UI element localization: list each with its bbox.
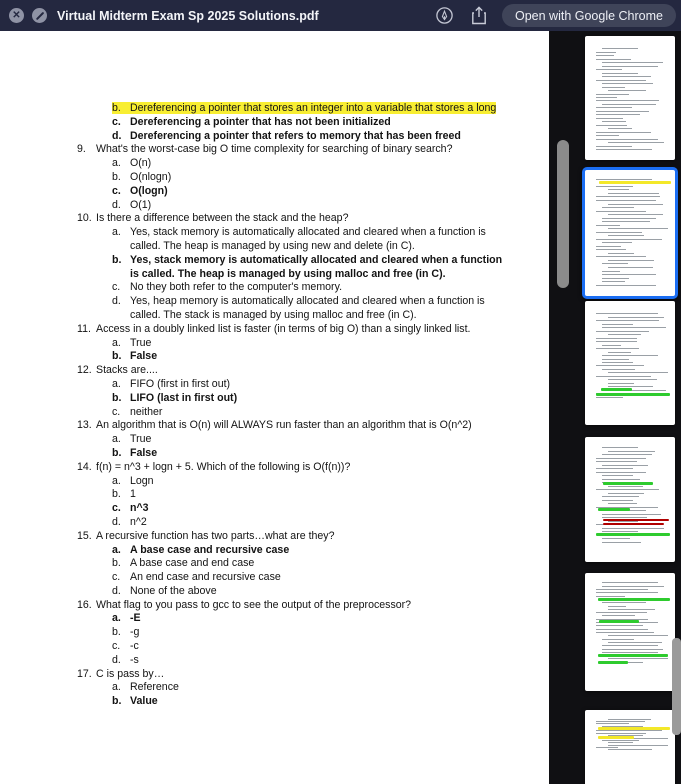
thumbnail-text-line (602, 362, 633, 363)
page-thumbnail-6[interactable] (585, 710, 675, 784)
thumbnail-text-line (602, 479, 640, 480)
thumbnail-text-line (608, 352, 630, 353)
exam-line: c. Dereferencing a pointer that has not been initialized (112, 115, 391, 128)
page-thumbnail-4[interactable] (585, 437, 675, 562)
thumbnail-text-line (596, 97, 617, 98)
sidebar-scrollbar-handle[interactable] (672, 638, 681, 735)
thumbnail-text-line (596, 246, 622, 247)
thumbnail-highlight (596, 393, 671, 396)
thumbnail-text-line (602, 121, 626, 122)
exam-line: is called. The heap is managed by using malloc and free (in C). (130, 267, 446, 280)
exam-line: d. -s (112, 653, 139, 666)
exam-line: 11. Access in a doubly linked list is faster (in terms of big O) than a singly linked list. (77, 322, 471, 335)
thumbnail-highlight (598, 598, 671, 601)
thumbnail-text-line (596, 107, 632, 108)
thumbnail-text-line (596, 472, 647, 473)
thumbnail-text-line (596, 211, 646, 212)
thumbnail-text-line (596, 139, 659, 140)
exam-line: b. False (112, 446, 158, 459)
thumbnail-text-line (602, 87, 625, 88)
thumbnail-highlight (598, 654, 668, 657)
thumbnail-text-line (602, 465, 648, 466)
exam-line: d. None of the above (112, 584, 217, 597)
thumbnail-sidebar (549, 31, 681, 784)
exam-line: b. 1 (112, 488, 136, 501)
thumbnail-text-line (608, 749, 652, 750)
thumbnail-text-line (608, 372, 667, 373)
thumbnail-text-line (596, 365, 644, 366)
exam-line: b. Yes, stack memory is automatically allocated and cleared when a function (112, 253, 503, 266)
thumbnail-text-line (596, 239, 662, 240)
thumbnail-text-line (596, 348, 639, 349)
thumbnail-text-line (596, 135, 619, 136)
pdf-page-view[interactable] (0, 31, 549, 784)
thumbnail-text-line (596, 397, 624, 398)
thumbnail-text-line (608, 745, 667, 746)
thumbnail-text-line (602, 278, 629, 279)
thumbnail-text-line (596, 612, 647, 613)
exam-line: b. Value (112, 695, 158, 708)
thumbnail-text-line (602, 528, 664, 529)
thumbnail-text-line (596, 55, 614, 56)
exam-line: c. O(logn) (112, 184, 168, 197)
thumbnail-highlight (599, 620, 639, 623)
thumbnail-text-line (602, 586, 664, 587)
thumbnail-highlight (603, 519, 669, 521)
thumbnail-text-line (596, 149, 653, 150)
thumbnail-text-line (602, 740, 639, 741)
page-thumbnail-5[interactable] (585, 573, 675, 691)
exam-line: 14. f(n) = n^3 + logn + 5. Which of the following is O(f(n))? (77, 460, 351, 473)
exam-line: a. True (112, 336, 152, 349)
thumbnail-text-line (596, 589, 648, 590)
thumbnail-text-line (608, 260, 653, 261)
thumbnail-text-line (602, 76, 650, 77)
thumbnail-text-line (596, 100, 659, 101)
thumbnail-text-line (602, 538, 630, 539)
thumbnail-highlight (601, 388, 632, 391)
thumbnail-highlight (598, 508, 630, 511)
exam-line: b. A base case and end case (112, 557, 255, 570)
slash-circle-icon[interactable] (32, 8, 47, 23)
thumbnail-text-line (596, 111, 649, 112)
thumbnail-text-line (602, 221, 650, 222)
thumbnail-text-line (602, 207, 634, 208)
thumbnail-text-line (602, 104, 656, 105)
thumbnail-text-line (602, 83, 652, 84)
exam-line: d. O(1) (112, 198, 152, 211)
exam-line: 9. What's the worst-case big O time complexity for searching of binary search? (77, 143, 453, 156)
exam-line: c. -c (112, 640, 139, 653)
thumbnail-text-line (608, 521, 637, 522)
thumbnail-text-line (602, 355, 658, 356)
thumbnail-text-line (596, 200, 656, 201)
exam-line: d. n^2 (112, 515, 147, 528)
exam-document (0, 31, 549, 709)
thumbnail-text-line (602, 517, 647, 518)
thumbnail-text-line (608, 128, 632, 129)
thumbnail-text-line (596, 341, 637, 342)
thumbnail-text-line (602, 542, 641, 543)
thumbnail-text-line (608, 451, 654, 452)
thumbnail-text-line (602, 649, 663, 650)
exam-line: b. -g (112, 626, 140, 639)
thumbnail-text-line (608, 383, 634, 384)
thumbnail-highlight (598, 661, 629, 664)
thumbnail-text-line (608, 658, 667, 659)
thumbnail-text-line (608, 253, 634, 254)
thumbnail-text-line (596, 52, 616, 53)
exam-line: called. The heap is managed by using new and delete (in C). (130, 239, 415, 252)
thumbnail-text-line (608, 609, 655, 610)
thumbnail-text-line (596, 118, 623, 119)
thumbnail-text-line (596, 186, 633, 187)
thumbnail-text-line (602, 582, 658, 583)
exam-line: b. LIFO (last in first out) (112, 391, 238, 404)
thumbnail-text-line (596, 461, 637, 462)
thumbnail-text-line (602, 454, 651, 455)
exam-line: a. Reference (112, 681, 179, 694)
thumbnail-text-line (602, 281, 624, 282)
thumbnail-text-line (608, 635, 667, 636)
thumbnail-text-line (608, 189, 629, 190)
exam-line: a. FIFO (first in first out) (112, 377, 231, 390)
thumbnail-text-line (596, 721, 645, 722)
exam-line: 12. Stacks are.... (77, 364, 158, 377)
thumbnail-text-line (602, 327, 666, 328)
thumbnail-text-line (608, 503, 637, 504)
thumbnail-text-line (596, 596, 626, 597)
thumbnail-text-line (608, 228, 667, 229)
exam-line: c. n^3 (112, 502, 149, 515)
thumbnail-text-line (602, 242, 632, 243)
exam-line: called. The stack is managed by using malloc and free (in C). (130, 308, 417, 321)
thumbnail-text-line (602, 652, 658, 653)
thumbnail-text-line (596, 489, 659, 490)
thumbnail-text-line (602, 602, 646, 603)
thumbnail-text-line (602, 639, 634, 640)
thumbnail-text-line (596, 80, 646, 81)
thumbnail-text-line (608, 606, 626, 607)
share-icon[interactable] (471, 6, 487, 25)
thumbnail-text-line (602, 447, 637, 448)
thumbnail-text-line (602, 359, 629, 360)
thumbnail-text-line (596, 146, 633, 147)
exam-line: c. neither (112, 405, 163, 418)
thumbnail-text-line (608, 386, 652, 387)
exam-line: a. Yes, stack memory is automatically allocated and cleared when a function is (112, 226, 486, 239)
page-thumbnail-1[interactable] (585, 36, 675, 160)
thumbnail-text-line (602, 615, 635, 616)
thumbnail-text-line (608, 493, 644, 494)
thumbnail-text-line (602, 345, 620, 346)
thumbnail-text-line (596, 249, 627, 250)
thumbnail-text-line (608, 317, 663, 318)
thumbnail-text-line (602, 48, 638, 49)
thumbnail-text-line (596, 114, 640, 115)
thumbnail-text-line (596, 125, 627, 126)
exam-line: a. O(n) (112, 157, 152, 170)
exam-line: a. True (112, 433, 152, 446)
thumbnail-text-line (602, 369, 635, 370)
page-thumbnail-3[interactable] (585, 301, 675, 425)
thumbnail-text-line (596, 747, 618, 748)
page-thumbnail-2[interactable] (582, 167, 678, 299)
thumbnail-text-line (596, 232, 642, 233)
thumbnail-highlight (603, 523, 664, 525)
thumbnail-highlight (599, 181, 671, 184)
thumbnail-text-line (596, 69, 622, 70)
thumbnail-text-line (608, 235, 643, 236)
thumbnail-text-line (602, 324, 633, 325)
thumbnail-text-line (608, 90, 646, 91)
thumbnail-text-line (602, 475, 633, 476)
thumbnail-text-line (602, 531, 638, 532)
thumbnail-text-line (596, 723, 629, 724)
exam-line: 13. An algorithm that is O(n) will ALWAYS run faster than an algorithm that is O(n^2) (77, 419, 472, 432)
thumbnail-text-line (608, 742, 633, 743)
exam-line: a. -E (112, 612, 141, 625)
exam-line: 15. A recursive function has two parts…what are they? (77, 529, 335, 542)
thumbnail-text-line (596, 179, 652, 180)
thumbnail-text-line (596, 94, 630, 95)
thumbnail-text-line (608, 267, 653, 268)
thumbnail-text-line (596, 132, 652, 133)
close-icon[interactable]: ✕ (9, 8, 24, 23)
thumbnail-text-line (602, 500, 633, 501)
thumbnail-text-line (596, 733, 646, 734)
thumbnail-text-line (596, 225, 620, 226)
thumbnail-text-line (608, 142, 664, 143)
thumbnail-text-line (596, 632, 654, 633)
exam-line: 17. C is pass by… (77, 667, 165, 680)
thumbnail-text-line (602, 263, 628, 264)
main-scrollbar-handle[interactable] (557, 140, 569, 288)
thumbnail-text-line (596, 468, 633, 469)
thumbnail-text-line (596, 313, 659, 314)
thumbnail-text-line (596, 625, 643, 626)
thumbnail-text-line (608, 214, 662, 215)
markup-pencil-icon[interactable] (436, 7, 453, 24)
exam-line: c. An end case and recursive case (112, 571, 281, 584)
exam-line: b. O(nlogn) (112, 170, 172, 183)
exam-line: 10. Is there a difference between the stack and the heap? (77, 212, 349, 225)
thumbnail-text-line (602, 218, 656, 219)
thumbnail-text-line (596, 59, 632, 60)
thumbnail-text-line (602, 645, 658, 646)
thumbnail-text-line (602, 496, 639, 497)
thumbnail-text-line (602, 73, 638, 74)
thumbnail-highlight (598, 736, 635, 739)
exam-line: 16. What flag to you pass to gcc to see the output of the preprocessor? (77, 598, 412, 611)
titlebar (0, 0, 681, 31)
thumbnail-text-line (608, 486, 643, 487)
thumbnail-text-line (596, 196, 661, 197)
thumbnail-text-line (608, 204, 662, 205)
thumbnail-text-line (596, 376, 651, 377)
thumbnail-text-line (602, 514, 661, 515)
thumbnail-text-line (602, 271, 620, 272)
thumbnail-text-line (602, 66, 658, 67)
thumbnail-text-line (608, 642, 662, 643)
thumbnail-text-line (596, 458, 646, 459)
thumbnail-text-line (596, 285, 657, 286)
thumbnail-text-line (608, 379, 657, 380)
thumbnail-text-line (596, 256, 646, 257)
thumbnail-highlight (596, 533, 671, 536)
exam-line: d. Yes, heap memory is automatically allocated and cleared when a function is (112, 295, 485, 308)
exam-line: a. Logn (112, 474, 154, 487)
thumbnail-text-line (596, 320, 660, 321)
exam-line: c. No they both refer to the computer's memory. (112, 281, 343, 294)
thumbnail-text-line (596, 592, 658, 593)
thumbnail-text-line (596, 629, 649, 630)
thumbnail-text-line (608, 193, 659, 194)
window-title: Virtual Midterm Exam Sp 2025 Solutions.pdf (57, 8, 319, 23)
open-with-chrome-button[interactable]: Open with Google Chrome (502, 4, 676, 27)
thumbnail-text-line (602, 62, 663, 63)
thumbnail-text-line (608, 719, 651, 720)
exam-line: b. False (112, 350, 158, 363)
thumbnail-text-line (596, 331, 649, 332)
thumbnail-text-line (596, 730, 662, 731)
thumbnail-highlight (598, 727, 671, 730)
thumbnail-text-line (602, 274, 656, 275)
thumbnail-text-line (596, 338, 637, 339)
exam-line: b. Dereferencing a pointer that stores an integer into a variable that stores a long (112, 102, 497, 114)
thumbnail-text-line (608, 334, 640, 335)
exam-line: a. A base case and recursive case (112, 543, 290, 556)
exam-line: d. Dereferencing a pointer that refers to memory that has been freed (112, 129, 461, 142)
thumbnail-highlight (603, 482, 653, 485)
